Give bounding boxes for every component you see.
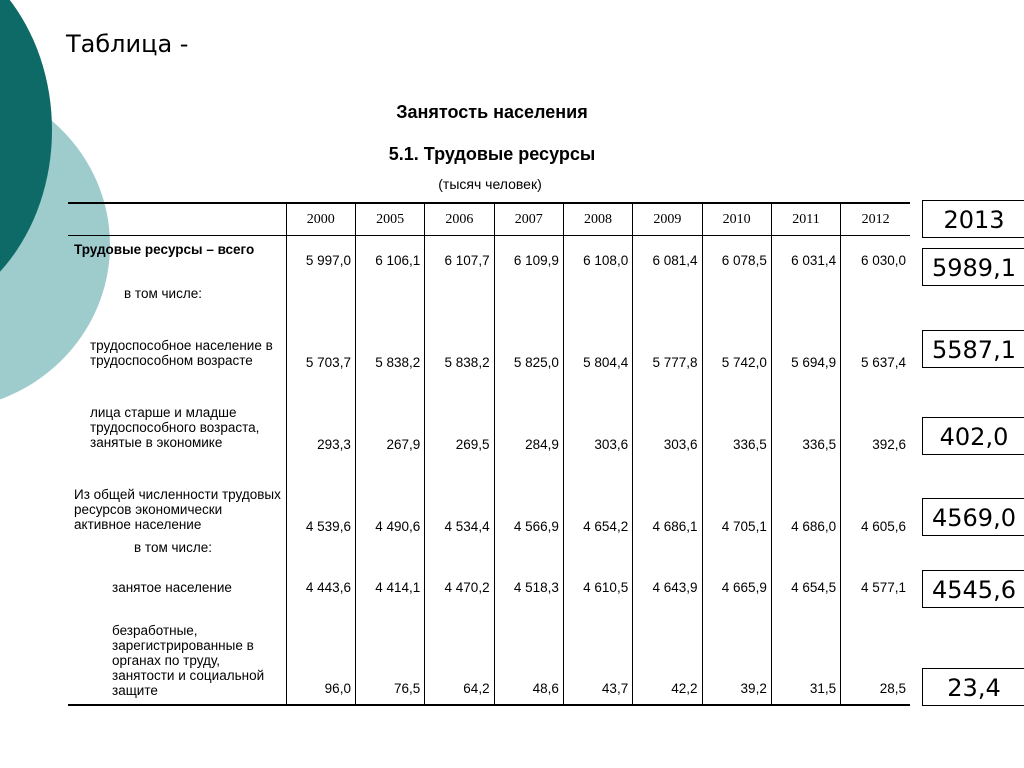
cell-value: 5 825,0 (494, 312, 563, 370)
year-header: 2000 (286, 204, 355, 236)
year-header: 2009 (633, 204, 702, 236)
cell-value: 31,5 (771, 612, 840, 704)
cell-value: 43,7 (563, 612, 632, 704)
row-label: трудоспособное население в трудоспособном возрасте (90, 337, 273, 368)
cell-value: 76,5 (355, 612, 424, 704)
value-2013-box: 4545,6 (922, 570, 1024, 608)
cell-value: 4 643,9 (633, 564, 702, 612)
value-2013-box: 5587,1 (922, 330, 1024, 368)
year-header: 2011 (771, 204, 840, 236)
year-header: 2008 (563, 204, 632, 236)
cell-value: 4 654,2 (563, 452, 632, 534)
cell-value: 4 566,9 (494, 452, 563, 534)
year-2013-box: 2013 (922, 200, 1024, 238)
cell-value: 5 997,0 (286, 236, 355, 286)
cell-value: 6 109,9 (494, 236, 563, 286)
row-label: Трудовые ресурсы – всего (74, 242, 255, 257)
cell-value: 5 777,8 (633, 312, 702, 370)
row-label: Из общей численности трудовых ресурсов экономически активное население (74, 486, 281, 532)
table-row (68, 612, 910, 704)
cell-value: 6 078,5 (702, 236, 771, 286)
cell-value: 6 031,4 (771, 236, 840, 286)
table-row (68, 236, 910, 286)
cell-value: 4 686,1 (633, 452, 702, 534)
cell-value: 4 443,6 (286, 564, 355, 612)
cell-value: 336,5 (702, 370, 771, 452)
cell-value: 5 703,7 (286, 312, 355, 370)
year-header: 2006 (425, 204, 494, 236)
cell-value: 5 637,4 (841, 312, 910, 370)
cell-value: 96,0 (286, 612, 355, 704)
cell-value: 5 838,2 (355, 312, 424, 370)
cell-value: 4 654,5 (771, 564, 840, 612)
cell-value: 6 107,7 (425, 236, 494, 286)
cell-value: 64,2 (425, 612, 494, 704)
year-header: 2010 (702, 204, 771, 236)
document-title: Занятость населения (396, 102, 588, 122)
cell-value: 6 106,1 (355, 236, 424, 286)
cell-value: 4 490,6 (355, 452, 424, 534)
table-row (68, 534, 910, 564)
value-2013-box: 5989,1 (922, 248, 1024, 286)
row-label: в том числе: (134, 539, 212, 555)
cell-value: 28,5 (841, 612, 910, 704)
year-header: 2005 (355, 204, 424, 236)
cell-value: 42,2 (633, 612, 702, 704)
table-row (68, 452, 910, 534)
row-label: в том числе: (124, 285, 202, 301)
table-row (68, 370, 910, 452)
cell-value: 4 665,9 (702, 564, 771, 612)
cell-value: 4 534,4 (425, 452, 494, 534)
row-label: безработные, зарегистрированные в органах по труду, занятости и социальной защите (112, 622, 265, 698)
cell-value: 48,6 (494, 612, 563, 704)
document-units: (тысяч человек) (438, 176, 542, 192)
cell-value: 4 705,1 (702, 452, 771, 534)
cell-value: 4 686,0 (771, 452, 840, 534)
table-row (68, 312, 910, 370)
cell-value: 303,6 (563, 370, 632, 452)
slide-title: Таблица - (66, 30, 189, 58)
cell-value: 4 605,6 (841, 452, 910, 534)
table-row (68, 286, 910, 312)
cell-value: 303,6 (633, 370, 702, 452)
cell-value: 4 577,1 (841, 564, 910, 612)
cell-value: 4 610,5 (563, 564, 632, 612)
cell-value: 4 470,2 (425, 564, 494, 612)
cell-value: 5 742,0 (702, 312, 771, 370)
document-subtitle: 5.1. Трудовые ресурсы (388, 144, 596, 164)
cell-value: 6 108,0 (563, 236, 632, 286)
labor-resources-table (68, 202, 910, 706)
cell-value: 5 838,2 (425, 312, 494, 370)
row-label: занятое население (112, 580, 232, 595)
cell-value: 4 414,1 (355, 564, 424, 612)
cell-value: 267,9 (355, 370, 424, 452)
cell-value: 336,5 (771, 370, 840, 452)
year-header: 2012 (841, 204, 910, 236)
cell-value: 293,3 (286, 370, 355, 452)
cell-value: 6 030,0 (841, 236, 910, 286)
row-label: лица старше и младше трудоспособного возраста, занятые в экономике (90, 404, 260, 450)
cell-value: 5 694,9 (771, 312, 840, 370)
header-label-cell (68, 204, 286, 236)
cell-value: 6 081,4 (633, 236, 702, 286)
cell-value: 392,6 (841, 370, 910, 452)
table-header-row (68, 204, 910, 236)
cell-value: 5 804,4 (563, 312, 632, 370)
year-header: 2007 (494, 204, 563, 236)
value-2013-box: 4569,0 (922, 498, 1024, 536)
cell-value: 39,2 (702, 612, 771, 704)
table-row (68, 564, 910, 612)
cell-value: 4 518,3 (494, 564, 563, 612)
value-2013-box: 402,0 (922, 417, 1024, 455)
cell-value: 4 539,6 (286, 452, 355, 534)
value-2013-box: 23,4 (922, 668, 1024, 706)
cell-value: 269,5 (425, 370, 494, 452)
cell-value: 284,9 (494, 370, 563, 452)
